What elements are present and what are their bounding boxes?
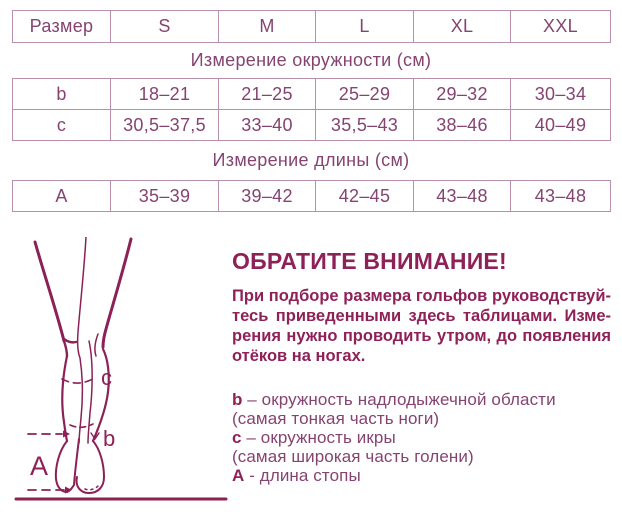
value-cell: 40–49 (511, 110, 611, 141)
value-cell: 35,5–43 (316, 110, 414, 141)
legend-line (232, 391, 612, 410)
length-table (12, 180, 611, 212)
left-foot-outline (56, 439, 79, 492)
size-row-label: Размер (13, 11, 111, 43)
measurement-legend (232, 391, 612, 486)
section-title-length: Измерение длины (см) (212, 150, 410, 170)
size-cell: S (111, 11, 219, 43)
size-cell: L (316, 11, 414, 43)
value-cell: 42–45 (316, 181, 414, 212)
value-cell: 30,5–37,5 (111, 110, 219, 141)
size-header-table (12, 10, 611, 43)
notice-body-line: тесь приведенными здесь таблицами. Изме- (232, 307, 611, 325)
right-thigh-outer-line (103, 239, 131, 347)
right-foot-toes-dots (85, 484, 100, 490)
legend-note: (самая тонкая часть ноги) (232, 408, 440, 428)
c-measure-dashed-line (62, 377, 96, 383)
legend-item-a (232, 467, 612, 486)
legend-key-c: c (232, 428, 242, 447)
left-leg-inner-line (78, 237, 86, 443)
bottom-section (0, 237, 622, 509)
value-cell: 38–46 (414, 110, 511, 141)
figure-label-a: A (30, 451, 49, 481)
row-label-c: c (13, 110, 111, 141)
legs-measurement-figure (0, 237, 232, 509)
value-cell: 29–32 (414, 79, 511, 110)
legend-line (232, 429, 612, 448)
legend-item-b (232, 391, 612, 428)
legs-diagram (0, 237, 232, 509)
left-calf-outer-line (62, 356, 67, 441)
legend-note: (самая широкая часть голени) (232, 446, 474, 466)
figure-label-b: b (103, 426, 116, 451)
notice-body (232, 286, 611, 366)
value-cell: 35–39 (111, 181, 219, 212)
legend-key-a: A (232, 466, 245, 485)
legend-text: – окружность икры (241, 428, 396, 447)
legend-line (232, 467, 612, 486)
row-label-b: b (13, 79, 111, 110)
figure-label-c: c (101, 365, 112, 390)
size-cell: XL (414, 11, 511, 43)
size-cell: XXL (511, 11, 611, 43)
table-row-b (13, 79, 611, 110)
size-tables-section (0, 0, 622, 212)
value-cell: 21–25 (219, 79, 316, 110)
value-cell: 43–48 (414, 181, 511, 212)
notice-body-line: При подборе размера гольфов руководствуй- (232, 287, 611, 305)
left-knee-line (64, 339, 76, 356)
circumference-table (12, 78, 611, 141)
row-label-a: A (13, 181, 111, 212)
notice-title: ОБРАТИТЕ ВНИМАНИЕ! (232, 248, 507, 274)
notice-body-line: отёков на ногах. (232, 347, 366, 365)
value-cell: 33–40 (219, 110, 316, 141)
section-title-circumference: Измерение окружности (см) (190, 50, 432, 70)
value-cell: 18–21 (111, 79, 219, 110)
legend-item-c (232, 429, 612, 466)
size-cell: M (219, 11, 316, 43)
value-cell: 30–34 (511, 79, 611, 110)
table-row-c (13, 110, 611, 141)
value-cell: 39–42 (219, 181, 316, 212)
left-thigh-outer-line (35, 242, 64, 341)
right-leg-inner-line (88, 341, 92, 443)
legend-text: – окружность надлодыжечной области (242, 390, 556, 409)
table-row (13, 11, 611, 43)
right-foot-outline (77, 441, 104, 493)
table-row-a (13, 181, 611, 212)
legend-key-b: b (232, 390, 243, 409)
value-cell: 43–48 (511, 181, 611, 212)
right-knee-line (95, 334, 98, 356)
notice-column (232, 237, 612, 509)
legend-text: - длина стопы (244, 466, 361, 485)
notice-body-line: рения нужно проводить утром, до появления (232, 327, 611, 345)
value-cell: 25–29 (316, 79, 414, 110)
